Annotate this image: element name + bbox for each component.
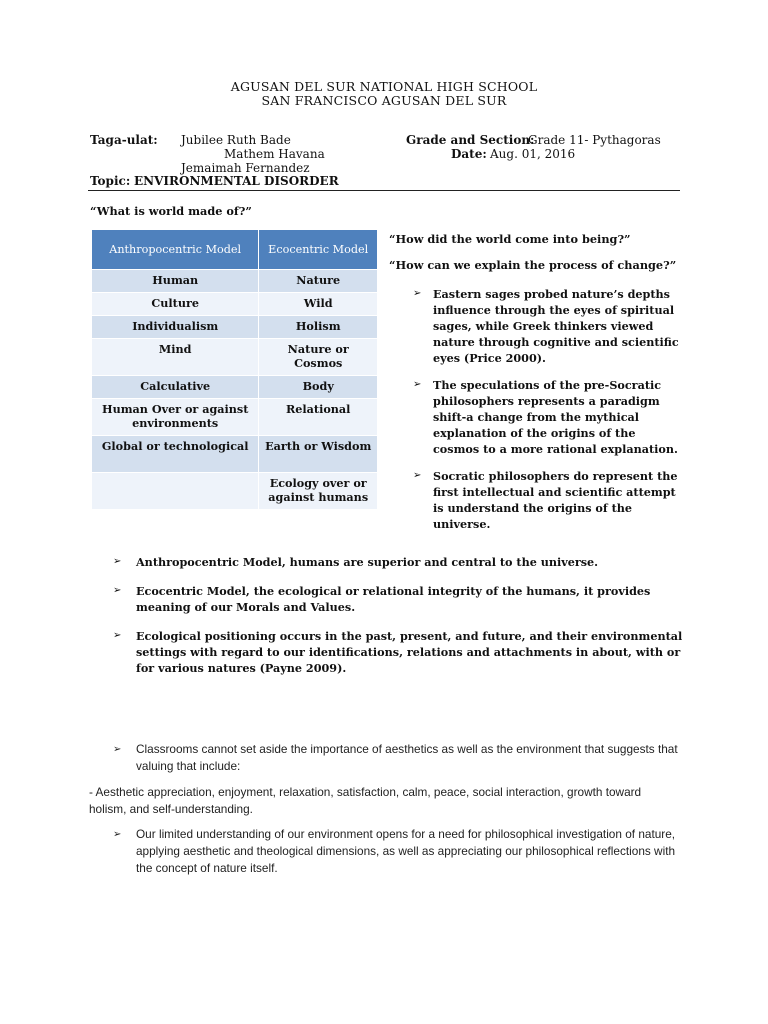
arrow-bullet-icon: ➢: [113, 630, 122, 641]
table-cell: Calculative: [92, 376, 259, 399]
arrow-bullet-icon: ➢: [113, 556, 122, 567]
reporter-label: Taga-ulat:: [90, 133, 158, 147]
main-bullet-text: Ecocentric Model, the ecological or relational integrity of the humans, it provides meaning of our Morals and Values.: [136, 584, 651, 614]
arrow-bullet-icon: ➢: [413, 379, 422, 390]
right-question: “How can we explain the process of change?”: [389, 258, 677, 272]
table-cell: Earth or Wisdom: [259, 436, 378, 473]
topic-divider: [88, 190, 680, 191]
table-cell: Wild: [259, 293, 378, 316]
table-cell: [92, 473, 259, 510]
table-cell: Nature or Cosmos: [259, 339, 378, 376]
table-cell: Human: [92, 270, 259, 293]
table-header-ecocentric: Ecocentric Model: [259, 230, 378, 270]
table-row: [92, 339, 378, 376]
arrow-bullet-icon: ➢: [113, 829, 122, 840]
date-value: Aug. 01, 2016: [490, 147, 576, 161]
table-cell: Ecology over or against humans: [259, 473, 378, 510]
table-row: [92, 316, 378, 339]
table-header-row: [92, 230, 378, 270]
table-row: [92, 399, 378, 436]
right-question: “How did the world come into being?”: [389, 232, 631, 246]
school-name: AGUSAN DEL SUR NATIONAL HIGH SCHOOL: [230, 79, 538, 94]
main-question: “What is world made of?”: [90, 204, 252, 218]
table-cell: Mind: [92, 339, 259, 376]
table-row: [92, 436, 378, 473]
table-header-anthropocentric: Anthropocentric Model: [92, 230, 259, 270]
table-row: [92, 376, 378, 399]
table-cell: Relational: [259, 399, 378, 436]
table-cell: Holism: [259, 316, 378, 339]
main-bullet-text: Ecological positioning occurs in the past, present, and future, and their environmental settings with regard to our identifications, relations and attachments in about, with or for various natures (Payne 2009).: [136, 629, 683, 675]
model-comparison-table: [91, 229, 378, 510]
arrow-bullet-icon: ➢: [413, 470, 422, 481]
table-cell: Human Over or against environments: [92, 399, 259, 436]
topic-label: Topic:: [90, 174, 131, 188]
right-bullet-text: The speculations of the pre-Socratic philosophers represents a paradigm shift-a change from the mythical explanation of the origins of the cosmos to a more rational explanation.: [433, 378, 678, 456]
table-cell: Individualism: [92, 316, 259, 339]
arrow-bullet-icon: ➢: [113, 744, 122, 755]
table-row: [92, 270, 378, 293]
reporter-name: Jubilee Ruth Bade: [181, 133, 291, 147]
table-cell: Culture: [92, 293, 259, 316]
aesthetic-list-line: - Aesthetic appreciation, enjoyment, relaxation, satisfaction, calm, peace, social interaction, growth toward holism, and self-understanding.: [89, 785, 642, 816]
table-cell: Global or technological: [92, 436, 259, 473]
main-bullet-text: Anthropocentric Model, humans are superior and central to the universe.: [136, 555, 599, 569]
reporter-name: Jemaimah Fernandez: [181, 161, 310, 175]
table-row: [92, 293, 378, 316]
table-row: [92, 473, 378, 510]
topic-value: ENVIRONMENTAL DISORDER: [134, 174, 339, 188]
arrow-bullet-icon: ➢: [113, 585, 122, 596]
lower-bullet-text: Classrooms cannot set aside the importance of aesthetics as well as the environment that suggests that valuing that include:: [136, 742, 678, 773]
school-location: SAN FRANCISCO AGUSAN DEL SUR: [261, 93, 507, 108]
table-cell: Body: [259, 376, 378, 399]
right-bullet-text: Eastern sages probed nature’s depths influence through the eyes of spiritual sages, while Greek thinkers viewed nature through cognitive and scientific eyes (Price 2000).: [433, 287, 679, 365]
grade-value: Grade 11- Pythagoras: [528, 133, 661, 147]
date-label: Date:: [451, 147, 487, 161]
grade-label: Grade and Section:: [406, 133, 535, 147]
lower-bullet-text: Our limited understanding of our environment opens for a need for philosophical investigation of nature, applying aesthetic and theological dimensions, as well as appreciating our philosophical reflections with the concept of nature itself.: [136, 827, 676, 875]
table-cell: Nature: [259, 270, 378, 293]
arrow-bullet-icon: ➢: [413, 288, 422, 299]
right-bullet-text: Socratic philosophers do represent the first intellectual and scientific attempt is understand the origins of the universe.: [433, 469, 678, 531]
reporter-name: Mathem Havana: [224, 147, 325, 161]
